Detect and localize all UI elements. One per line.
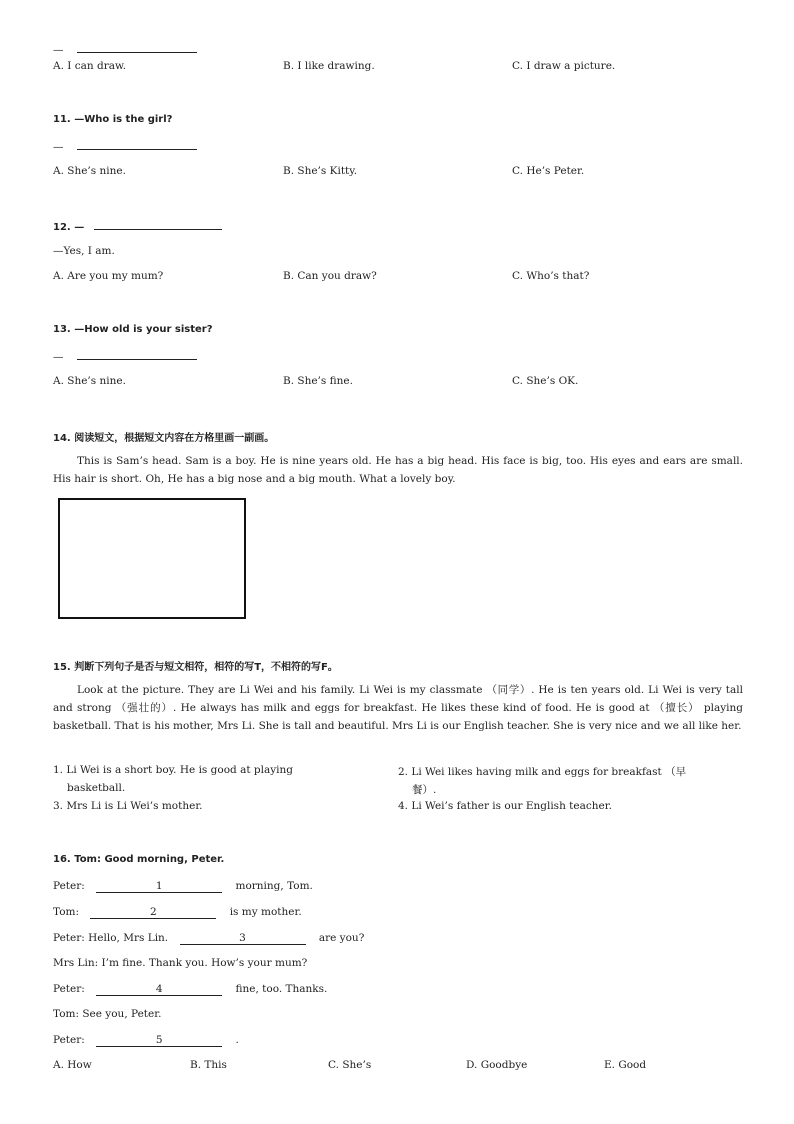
q15-statement-2: 2. Li Wei likes having milk and eggs for breakfast （早 — [398, 766, 687, 778]
dialogue-text: are you? — [318, 932, 365, 944]
q13-option-c: C. She’s OK. — [512, 375, 579, 387]
q16-option-e: E. Good — [604, 1059, 647, 1071]
q16-option-d: D. Goodbye — [466, 1059, 528, 1071]
q13-stem: 13. —How old is your sister? — [53, 324, 213, 335]
dialogue-line-1 — [53, 880, 313, 893]
q13-option-a: A. She’s nine. — [53, 375, 126, 387]
dialogue-line-3 — [53, 932, 364, 945]
q12-answer-line: —Yes, I am. — [53, 245, 115, 257]
dialogue-text: morning, Tom. — [235, 880, 313, 892]
q15-statement-3: 3. Mrs Li is Li Wei’s mother. — [53, 800, 203, 812]
blank-5[interactable]: 5 — [96, 1035, 222, 1047]
q10-option-c: C. I draw a picture. — [512, 60, 616, 72]
drawing-box[interactable] — [58, 498, 246, 619]
q12-option-a: A. Are you my mum? — [53, 270, 164, 282]
q16-stem: 16. Tom: Good morning, Peter. — [53, 854, 225, 865]
dialogue-speaker: Peter: — [53, 880, 85, 892]
q13-answer-line — [53, 349, 197, 363]
q13-dash: — — [53, 351, 64, 363]
q14-passage: This is Sam’s head. Sam is a boy. He is nine years old. He has a big head. His face is big, too. His eyes and ears are small. His hair is short. Oh, He has a big nose and a big mouth. What a lovely boy. — [53, 455, 743, 485]
dialogue-text: is my mother. — [229, 906, 302, 918]
q15-statement-1: 1. Li Wei is a short boy. He is good at playing — [53, 764, 294, 776]
q11-stem: 11. —Who is the girl? — [53, 114, 173, 125]
dialogue-text: fine, too. Thanks. — [235, 983, 328, 995]
q15-stem: 15. 判断下列句子是否与短文相符，相符的写T，不相符的写F。 — [53, 662, 338, 673]
dialogue-speaker: Peter: Hello, Mrs Lin. — [53, 932, 169, 944]
q10-option-b: B. I like drawing. — [283, 60, 375, 72]
q10-blank[interactable] — [77, 42, 197, 53]
q13-option-b: B. She’s fine. — [283, 375, 353, 387]
q13-blank[interactable] — [77, 349, 197, 360]
dialogue-speaker: Mrs Lin: I’m fine. Thank you. How’s your mum? — [53, 957, 308, 969]
q15-passage: Look at the picture. They are Li Wei and his family. Li Wei is my classmate （同学）. He is ten years old. Li Wei is very tall and strong （强壮的）. He always has milk and eggs for breakfast. He likes these kind of food. He is good at （擅长） playing basketball. That is his mother, Mrs Li. She is tall and beautiful. Mrs Li is our English teacher. She is very nice and we all like her. — [53, 684, 743, 732]
q14-stem: 14. 阅读短文，根据短文内容在方格里画一副画。 — [53, 433, 275, 444]
q11-answer-line — [53, 139, 197, 153]
q11-option-c: C. He’s Peter. — [512, 165, 585, 177]
dialogue-line-2 — [53, 906, 302, 919]
dialogue-line-7 — [53, 1034, 239, 1047]
blank-3[interactable]: 3 — [180, 933, 306, 945]
blank-4[interactable]: 4 — [96, 984, 222, 996]
q10-answer-line — [53, 42, 197, 56]
blank-2[interactable]: 2 — [90, 907, 216, 919]
q11-blank[interactable] — [77, 139, 197, 150]
q15-statement-2-cont: 餐）. — [412, 784, 437, 796]
dialogue-line-4 — [53, 957, 307, 969]
q11-dash: — — [53, 141, 64, 153]
q12-option-c: C. Who’s that? — [512, 270, 590, 282]
dialogue-line-6 — [53, 1008, 161, 1020]
q12-option-b: B. Can you draw? — [283, 270, 377, 282]
q10-option-a: A. I can draw. — [53, 60, 127, 72]
dialogue-line-5 — [53, 983, 327, 996]
q11-option-b: B. She’s Kitty. — [283, 165, 358, 177]
q16-option-b: B. This — [190, 1059, 227, 1071]
q16-option-a: A. How — [53, 1059, 92, 1071]
q10-dash: — — [53, 44, 64, 56]
dialogue-speaker: Peter: — [53, 983, 85, 995]
q12-stem-line — [53, 219, 222, 233]
q12-blank[interactable] — [94, 219, 222, 230]
dialogue-speaker: Tom: See you, Peter. — [53, 1008, 162, 1020]
q11-option-a: A. She’s nine. — [53, 165, 126, 177]
q15-statement-4: 4. Li Wei’s father is our English teacher. — [398, 800, 612, 812]
dialogue-text: . — [235, 1034, 239, 1046]
dialogue-speaker: Tom: — [53, 906, 80, 918]
dialogue-speaker: Peter: — [53, 1034, 85, 1046]
q15-statement-1-cont: basketball. — [67, 782, 126, 794]
blank-1[interactable]: 1 — [96, 881, 222, 893]
q12-stem: 12. — — [53, 222, 85, 233]
q16-option-c: C. She’s — [328, 1059, 372, 1071]
